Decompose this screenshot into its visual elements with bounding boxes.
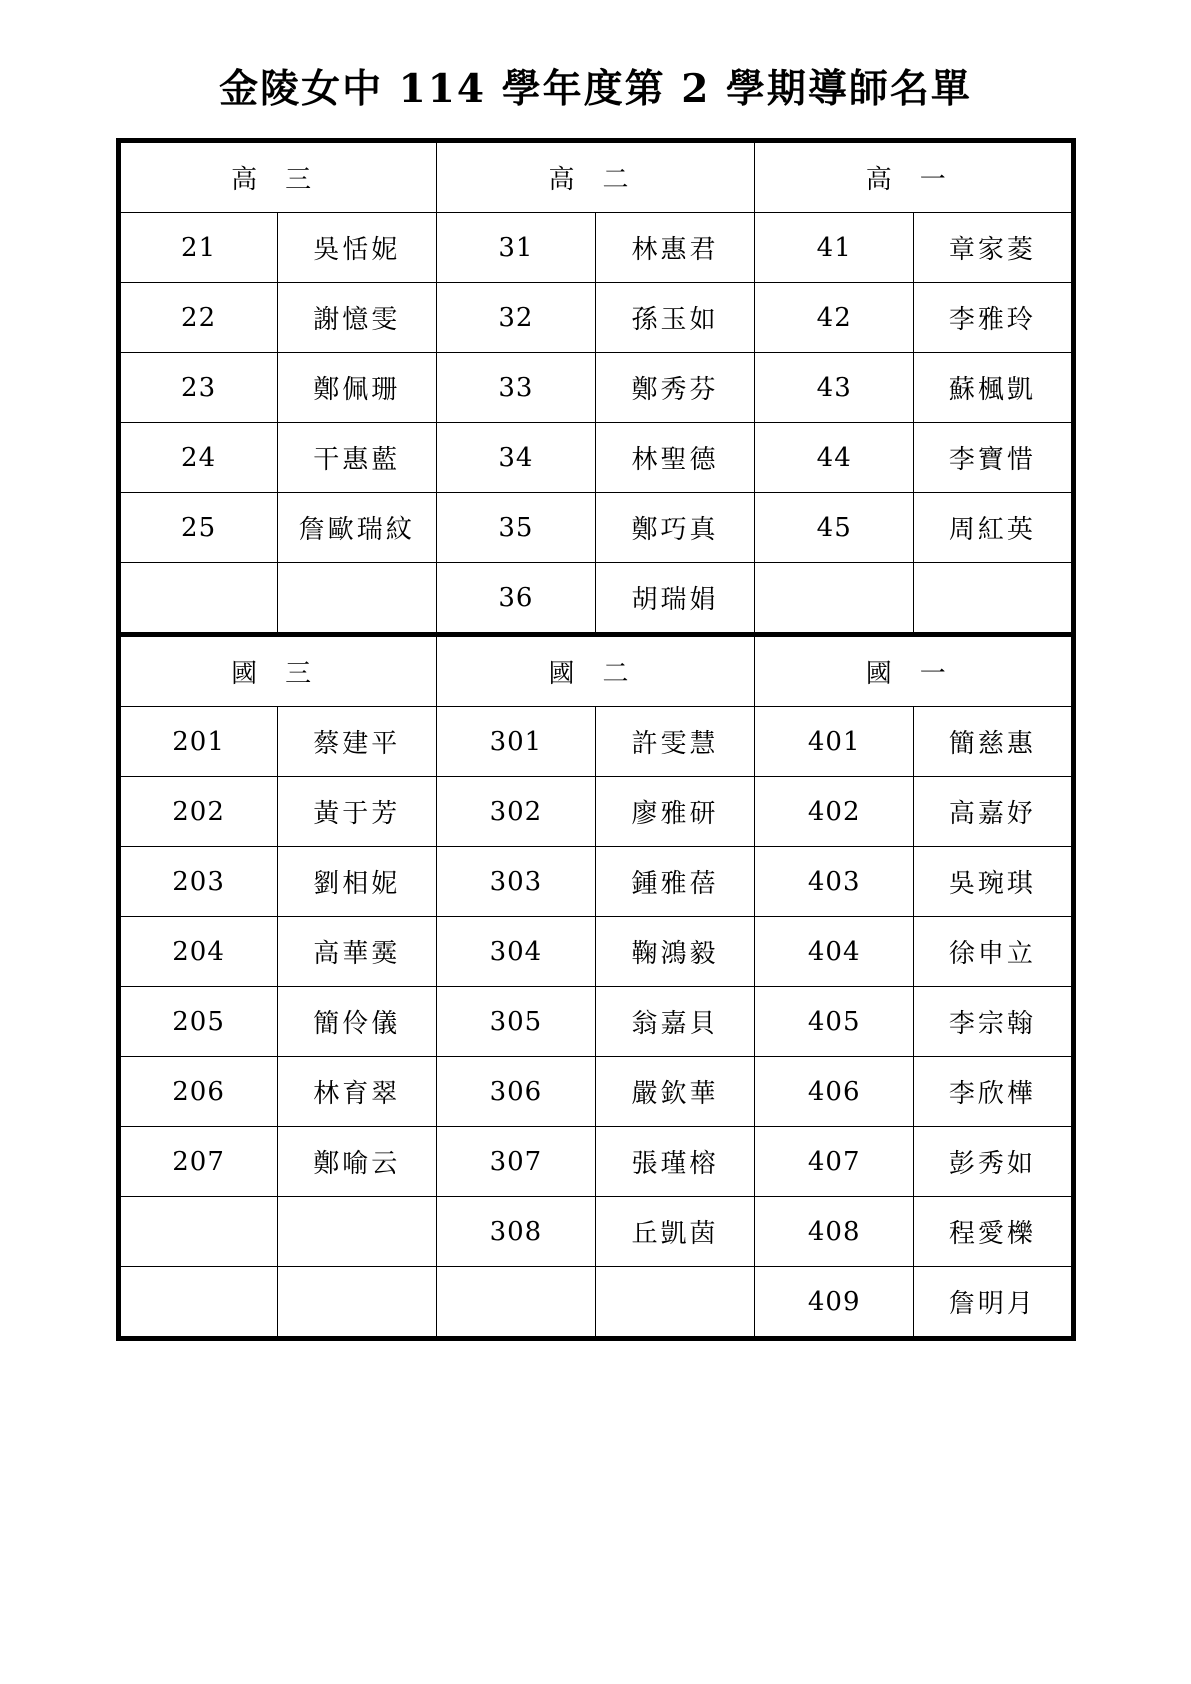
teacher-name-cell: 章家菱 xyxy=(914,213,1073,283)
class-number-cell xyxy=(436,1267,595,1339)
teacher-name-cell: 孫玉如 xyxy=(595,283,754,353)
class-number-cell: 34 xyxy=(436,423,595,493)
table-row xyxy=(118,1267,1073,1339)
class-number-cell: 43 xyxy=(755,353,914,423)
table-row xyxy=(118,1197,1073,1267)
class-number-cell: 201 xyxy=(118,707,277,777)
teacher-name-cell: 李雅玲 xyxy=(914,283,1073,353)
table-row xyxy=(118,563,1073,635)
table-row xyxy=(118,493,1073,563)
teacher-name-cell: 彭秀如 xyxy=(914,1127,1073,1197)
teacher-name-cell: 許雯慧 xyxy=(595,707,754,777)
grade-header-label: 國一 xyxy=(865,659,974,689)
teacher-name-cell: 謝憶雯 xyxy=(277,283,436,353)
teacher-name-cell: 李欣樺 xyxy=(914,1057,1073,1127)
class-number-cell: 41 xyxy=(755,213,914,283)
grade-header-row xyxy=(118,141,1073,213)
grade-header-junior-high-1 xyxy=(118,635,436,707)
teacher-name-cell xyxy=(595,1267,754,1339)
table-row xyxy=(118,987,1073,1057)
grade-header-junior-high-2 xyxy=(436,635,754,707)
class-number-cell: 44 xyxy=(755,423,914,493)
grade-header-label: 高一 xyxy=(865,165,974,195)
class-number-cell: 409 xyxy=(755,1267,914,1339)
teacher-name-cell: 吳恬妮 xyxy=(277,213,436,283)
class-number-cell: 45 xyxy=(755,493,914,563)
teacher-name-cell: 林育翠 xyxy=(277,1057,436,1127)
class-number-cell: 204 xyxy=(118,917,277,987)
teacher-name-cell xyxy=(277,1267,436,1339)
teacher-name-cell: 廖雅研 xyxy=(595,777,754,847)
teacher-name-cell: 鄭巧真 xyxy=(595,493,754,563)
class-number-cell: 202 xyxy=(118,777,277,847)
roster-table-container xyxy=(116,138,1076,1341)
grade-header-senior-high-3 xyxy=(755,141,1073,213)
teacher-name-cell xyxy=(277,563,436,635)
table-row xyxy=(118,283,1073,353)
class-number-cell: 303 xyxy=(436,847,595,917)
teacher-name-cell: 周紅英 xyxy=(914,493,1073,563)
teacher-name-cell: 程愛櫟 xyxy=(914,1197,1073,1267)
grade-header-senior-high-2 xyxy=(436,141,754,213)
class-number-cell: 404 xyxy=(755,917,914,987)
class-number-cell: 405 xyxy=(755,987,914,1057)
table-row xyxy=(118,213,1073,283)
class-number-cell: 302 xyxy=(436,777,595,847)
teacher-name-cell: 鄭秀芬 xyxy=(595,353,754,423)
teacher-name-cell: 蔡建平 xyxy=(277,707,436,777)
teacher-name-cell: 黃于芳 xyxy=(277,777,436,847)
teacher-name-cell: 李宗翰 xyxy=(914,987,1073,1057)
class-number-cell: 306 xyxy=(436,1057,595,1127)
teacher-name-cell: 高華霙 xyxy=(277,917,436,987)
teacher-name-cell: 鄭佩珊 xyxy=(277,353,436,423)
grade-header-label: 國二 xyxy=(548,659,657,689)
teacher-name-cell: 胡瑞娟 xyxy=(595,563,754,635)
table-row xyxy=(118,353,1073,423)
teacher-name-cell: 李寶惜 xyxy=(914,423,1073,493)
class-number-cell: 407 xyxy=(755,1127,914,1197)
teacher-name-cell: 簡慈惠 xyxy=(914,707,1073,777)
class-number-cell: 406 xyxy=(755,1057,914,1127)
teacher-name-cell xyxy=(277,1197,436,1267)
class-number-cell: 402 xyxy=(755,777,914,847)
class-number-cell: 403 xyxy=(755,847,914,917)
teacher-name-cell: 簡伶儀 xyxy=(277,987,436,1057)
class-number-cell: 35 xyxy=(436,493,595,563)
table-row xyxy=(118,1057,1073,1127)
teacher-name-cell: 干惠藍 xyxy=(277,423,436,493)
class-number-cell: 21 xyxy=(118,213,277,283)
teacher-name-cell: 張瑾榕 xyxy=(595,1127,754,1197)
class-number-cell: 305 xyxy=(436,987,595,1057)
class-number-cell: 33 xyxy=(436,353,595,423)
class-number-cell: 24 xyxy=(118,423,277,493)
teacher-name-cell: 徐申立 xyxy=(914,917,1073,987)
table-row xyxy=(118,917,1073,987)
class-number-cell: 408 xyxy=(755,1197,914,1267)
teacher-name-cell: 高嘉妤 xyxy=(914,777,1073,847)
table-row xyxy=(118,1127,1073,1197)
teacher-name-cell: 林聖德 xyxy=(595,423,754,493)
class-number-cell: 401 xyxy=(755,707,914,777)
class-number-cell: 207 xyxy=(118,1127,277,1197)
teacher-name-cell: 翁嘉貝 xyxy=(595,987,754,1057)
table-row xyxy=(118,707,1073,777)
class-number-cell: 203 xyxy=(118,847,277,917)
class-number-cell: 308 xyxy=(436,1197,595,1267)
class-number-cell: 31 xyxy=(436,213,595,283)
teacher-roster-table xyxy=(116,138,1076,1341)
teacher-name-cell: 嚴欽華 xyxy=(595,1057,754,1127)
class-number-cell: 307 xyxy=(436,1127,595,1197)
class-number-cell: 25 xyxy=(118,493,277,563)
grade-header-label: 高三 xyxy=(231,165,340,195)
class-number-cell xyxy=(118,1267,277,1339)
class-number-cell: 22 xyxy=(118,283,277,353)
class-number-cell: 23 xyxy=(118,353,277,423)
grade-header-senior-high-1 xyxy=(118,141,436,213)
grade-header-row xyxy=(118,635,1073,707)
teacher-name-cell: 蘇楓凱 xyxy=(914,353,1073,423)
table-row xyxy=(118,847,1073,917)
class-number-cell: 206 xyxy=(118,1057,277,1127)
grade-header-label: 高二 xyxy=(548,165,657,195)
class-number-cell: 205 xyxy=(118,987,277,1057)
class-number-cell xyxy=(118,563,277,635)
class-number-cell: 42 xyxy=(755,283,914,353)
teacher-name-cell xyxy=(914,563,1073,635)
teacher-name-cell: 鄭喻云 xyxy=(277,1127,436,1197)
teacher-name-cell: 詹歐瑞紋 xyxy=(277,493,436,563)
teacher-name-cell: 鍾雅蓓 xyxy=(595,847,754,917)
table-row xyxy=(118,777,1073,847)
page-title: 金陵女中 114 學年度第 2 學期導師名單 xyxy=(219,66,972,112)
teacher-name-cell: 丘凱茵 xyxy=(595,1197,754,1267)
teacher-name-cell: 鞠鴻毅 xyxy=(595,917,754,987)
class-number-cell xyxy=(118,1197,277,1267)
table-row xyxy=(118,423,1073,493)
class-number-cell: 32 xyxy=(436,283,595,353)
teacher-name-cell: 劉相妮 xyxy=(277,847,436,917)
teacher-name-cell: 吳琬琪 xyxy=(914,847,1073,917)
grade-header-junior-high-3 xyxy=(755,635,1073,707)
grade-header-label: 國三 xyxy=(231,659,340,689)
class-number-cell: 304 xyxy=(436,917,595,987)
class-number-cell: 301 xyxy=(436,707,595,777)
class-number-cell: 36 xyxy=(436,563,595,635)
teacher-name-cell: 詹明月 xyxy=(914,1267,1073,1339)
class-number-cell xyxy=(755,563,914,635)
teacher-name-cell: 林惠君 xyxy=(595,213,754,283)
